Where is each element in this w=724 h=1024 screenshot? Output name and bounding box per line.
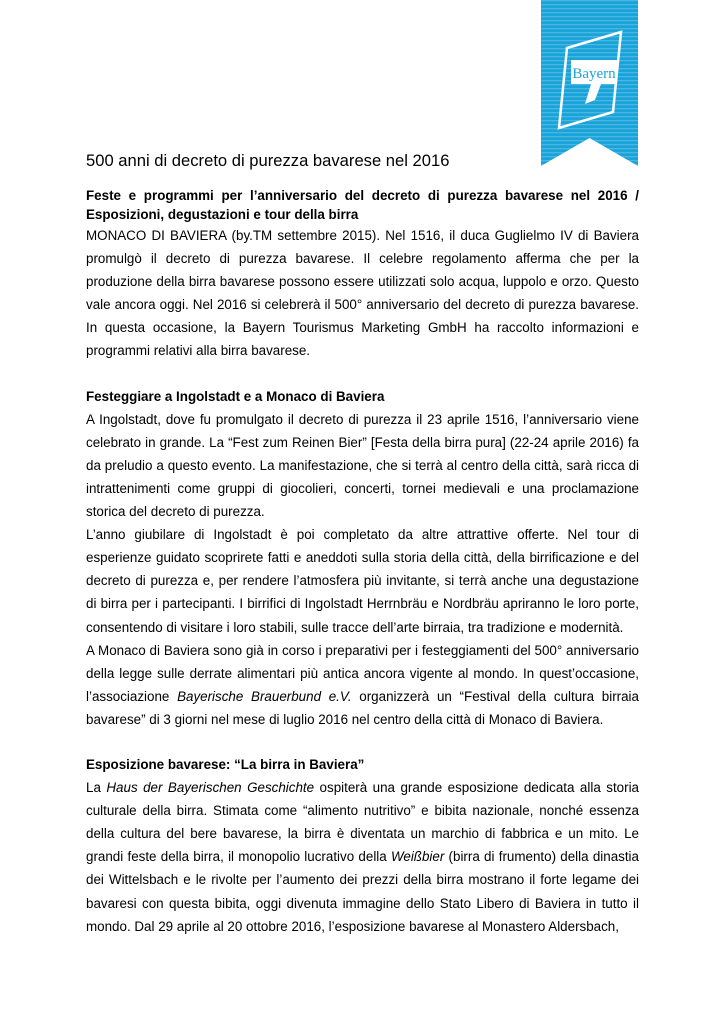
document-subtitle: Feste e programmi per l’anniversario del decreto di purezza bavarese nel 2016 / Esposizioni, degustazioni e tour della birra: [86, 188, 639, 222]
section-heading-esposizione: Esposizione bavarese: “La birra in Baviera”: [86, 756, 365, 772]
bayern-logo-text: Bayern: [572, 66, 616, 82]
bayern-ribbon-icon: [541, 0, 638, 166]
section-festeggiare: [86, 385, 639, 731]
paragraph-ingolstadt: A Ingolstadt, dove fu promulgato il decreto di purezza il 23 aprile 1516, l’anniversario viene celebrato in grande. La “Fest zum Reinen Bier” [Festa della birra pura] (22-24 aprile 2016) fa da preludio a questo evento. La manifestazione, che si terrà al centro della città, sarà ricca di intrattenimenti come gruppi di giocolieri, concerti, tornei medievali e una proclamazione storica del decreto di purezza.: [86, 411, 639, 520]
registered-mark: ®: [619, 64, 624, 70]
paragraph-anno-giubilare: L’anno giubilare di Ingolstadt è poi completato da altre attrattive offerte. Nel tour di esperienze guidato scoprirete fatti e aneddoti sulla storia della città, della birrificazione e del decreto di purezza e, per rendere l’atmosfera più invitante, si terrà anche una degustazione di birra per i partecipanti. I birrifici di Ingolstadt Herrnbräu e Nordbräu apriranno le loro porte, consentendo di visitare i loro stabili, sulle tracce dell’arte birraia, tra tradizione e modernità.: [86, 527, 639, 635]
paragraph-monaco: [86, 639, 639, 731]
italic-weissbier: Weißbier: [390, 849, 445, 865]
text-run: La: [86, 780, 107, 796]
section-esposizione: [86, 753, 639, 938]
text-run: (birra di frumento) della dinastia dei Wittelsbach e le rivolte per l’aumento dei prezzi della birra mostrano il forte legame dei bavaresi con questa bibita, oggi divenuta immagine dello Stato Libero di Baviera in tutto il mondo. Dal 29 aprile al 20 ottobre 2016, l’esposizione bavarese al Monastero Aldersbach,: [86, 849, 639, 934]
paragraph-esposizione: [86, 776, 639, 938]
text-run: organizzerà un “Festival della cultura birraia bavarese” di 3 giorni nel mese di luglio 2016 nel centro della città di Monaco di Baviera.: [86, 688, 639, 727]
document-page: [86, 150, 639, 938]
document-title: 500 anni di decreto di purezza bavarese nel 2016: [86, 151, 450, 170]
bayern-logo: [541, 0, 638, 166]
text-run: ospiterà una grande esposizione dedicata alla storia culturale della birra. Stimata come “alimento nutritivo” e bibita nazionale, nonché essenza della cultura del bere bavarese, la birra è diventata un marchio di fabbrica e un mito. Le grandi feste della birra, il monopolio lucrativo della: [86, 780, 639, 865]
italic-museum-name: Haus der Bayerischen Geschichte: [106, 780, 315, 796]
section-heading-festeggiare: Festeggiare a Ingolstadt e a Monaco di Baviera: [86, 388, 385, 404]
text-run: A Monaco di Baviera sono già in corso i preparativi per i festeggiamenti del 500° anniversario della legge sulle derrate alimentari più antica ancora vigente al mondo. In quest’occasione, l’associazione: [86, 642, 639, 704]
intro-paragraph: MONACO DI BAVIERA (by.TM settembre 2015). Nel 1516, il duca Guglielmo IV di Baviera promulgò il decreto di purezza bavarese. Il celebre regolamento afferma che per la produzione della birra bavarese possono essere utilizzati solo acqua, luppolo e orzo. Questo vale ancora oggi. Nel 2016 si celebrerà il 500° anniversario del decreto di purezza bavarese. In questa occasione, la Bayern Tourismus Marketing GmbH ha raccolto informazioni e programmi relativi alla birra bavarese.: [86, 228, 639, 359]
italic-association-name: Bayerische Brauerbund e.V.: [177, 688, 352, 704]
